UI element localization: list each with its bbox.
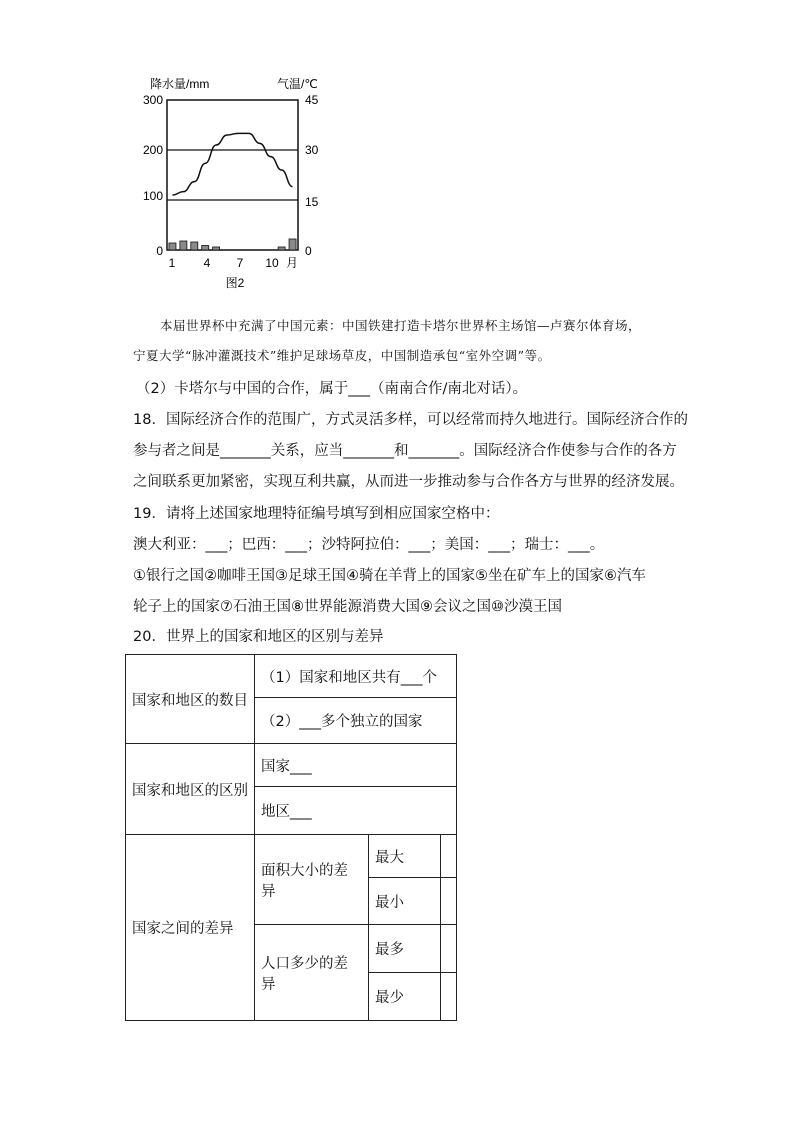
independent-count-cell: （2）___多个独立的国家 [255, 698, 457, 744]
x-tick-4: 4 [203, 256, 211, 270]
q18-line-3: 之间联系更加紧密，实现互利共赢，从而进一步推动参与合作各方与世界的经济发展。 [133, 474, 684, 490]
pop-max-answer [441, 925, 457, 973]
area-min-answer [441, 878, 457, 925]
precip-bar-month-3 [191, 242, 198, 250]
precip-bar-month-4 [202, 246, 209, 251]
q19-options-line-2: 轮子上的国家⑦石油王国⑧世界能源消费大国⑨会议之国⑩沙漠王国 [133, 599, 562, 615]
pop-min-label: 最少 [369, 973, 441, 1021]
right-tick-30: 30 [305, 143, 319, 157]
q18-line-1: 18．国际经济合作的范围广，方式灵活多样，可以经常而持久地进行。国际经济合作的 [133, 412, 688, 428]
x-tick-10: 10 [265, 256, 279, 270]
q19-line-2: 澳大利亚：___；巴西：___；沙特阿拉伯：___；美国：___；瑞士：___。 [133, 537, 605, 553]
q19-line-1: 19．请将上述国家地理特征编号填写到相应国家空格中： [133, 506, 500, 522]
right-tick-0: 0 [305, 244, 312, 258]
population-difference-label: 人口多少的差异 [255, 925, 369, 1021]
area-max-label: 最大 [369, 835, 441, 878]
area-difference-label: 面积大小的差异 [255, 835, 369, 925]
q20-table [125, 654, 457, 1021]
precip-bar-month-12 [289, 239, 296, 250]
precip-bar-month-11 [278, 247, 285, 250]
plot-frame [167, 100, 298, 250]
precip-bar-month-5 [213, 247, 220, 250]
x-unit-month: 月 [285, 256, 299, 270]
passage-line-1: 本届世界杯中充满了中国元素：中国铁建打造卡塔尔世界杯主场馆—卢赛尔体育场， [160, 318, 642, 333]
left-tick-300: 300 [142, 93, 163, 107]
row-difference-label: 国家和地区的区别 [126, 744, 255, 835]
pop-max-label: 最多 [369, 925, 441, 973]
q17-part2: （2）卡塔尔与中国的合作，属于___（南南合作/南北对话）。 [136, 381, 528, 397]
left-tick-100: 100 [142, 189, 163, 203]
pop-min-answer [441, 973, 457, 1021]
area-min-label: 最小 [369, 878, 441, 925]
precip-bar-month-1 [169, 243, 176, 250]
left-tick-200: 200 [142, 143, 163, 157]
q19-options-line-1: ①银行之国②咖啡王国③足球王国④骑在羊背上的国家⑤坐在矿车上的国家⑥汽车 [133, 568, 646, 584]
precip-bar-month-2 [180, 241, 187, 250]
left-axis-label: 降水量/mm [150, 77, 210, 91]
q18-line-2: 参与者之间是_______关系，应当_______和_______。国际经济合作使参与合作的各方 [133, 443, 677, 459]
country-count-cell: （1）国家和地区共有___个 [255, 655, 457, 698]
region-definition-cell: 地区___ [255, 787, 457, 835]
right-tick-45: 45 [305, 93, 319, 107]
q20-title: 20．世界上的国家和地区的区别与差异 [133, 629, 384, 645]
right-tick-15: 15 [305, 195, 319, 209]
right-axis-label: 气温/℃ [277, 77, 318, 91]
temperature-line [172, 133, 292, 195]
climate-chart [120, 70, 340, 300]
left-tick-0: 0 [156, 244, 163, 258]
x-tick-7: 7 [236, 256, 244, 270]
x-tick-1: 1 [168, 256, 176, 270]
chart-caption: 图2 [225, 276, 245, 290]
area-max-answer [441, 835, 457, 878]
row-count-label: 国家和地区的数目 [126, 655, 255, 744]
country-definition-cell: 国家___ [255, 744, 457, 787]
passage-line-2: 宁夏大学“脉冲灌溉技术”维护足球场草皮，中国制造承包“室外空调”等。 [133, 348, 551, 363]
row-differences-label: 国家之间的差异 [126, 835, 255, 1021]
